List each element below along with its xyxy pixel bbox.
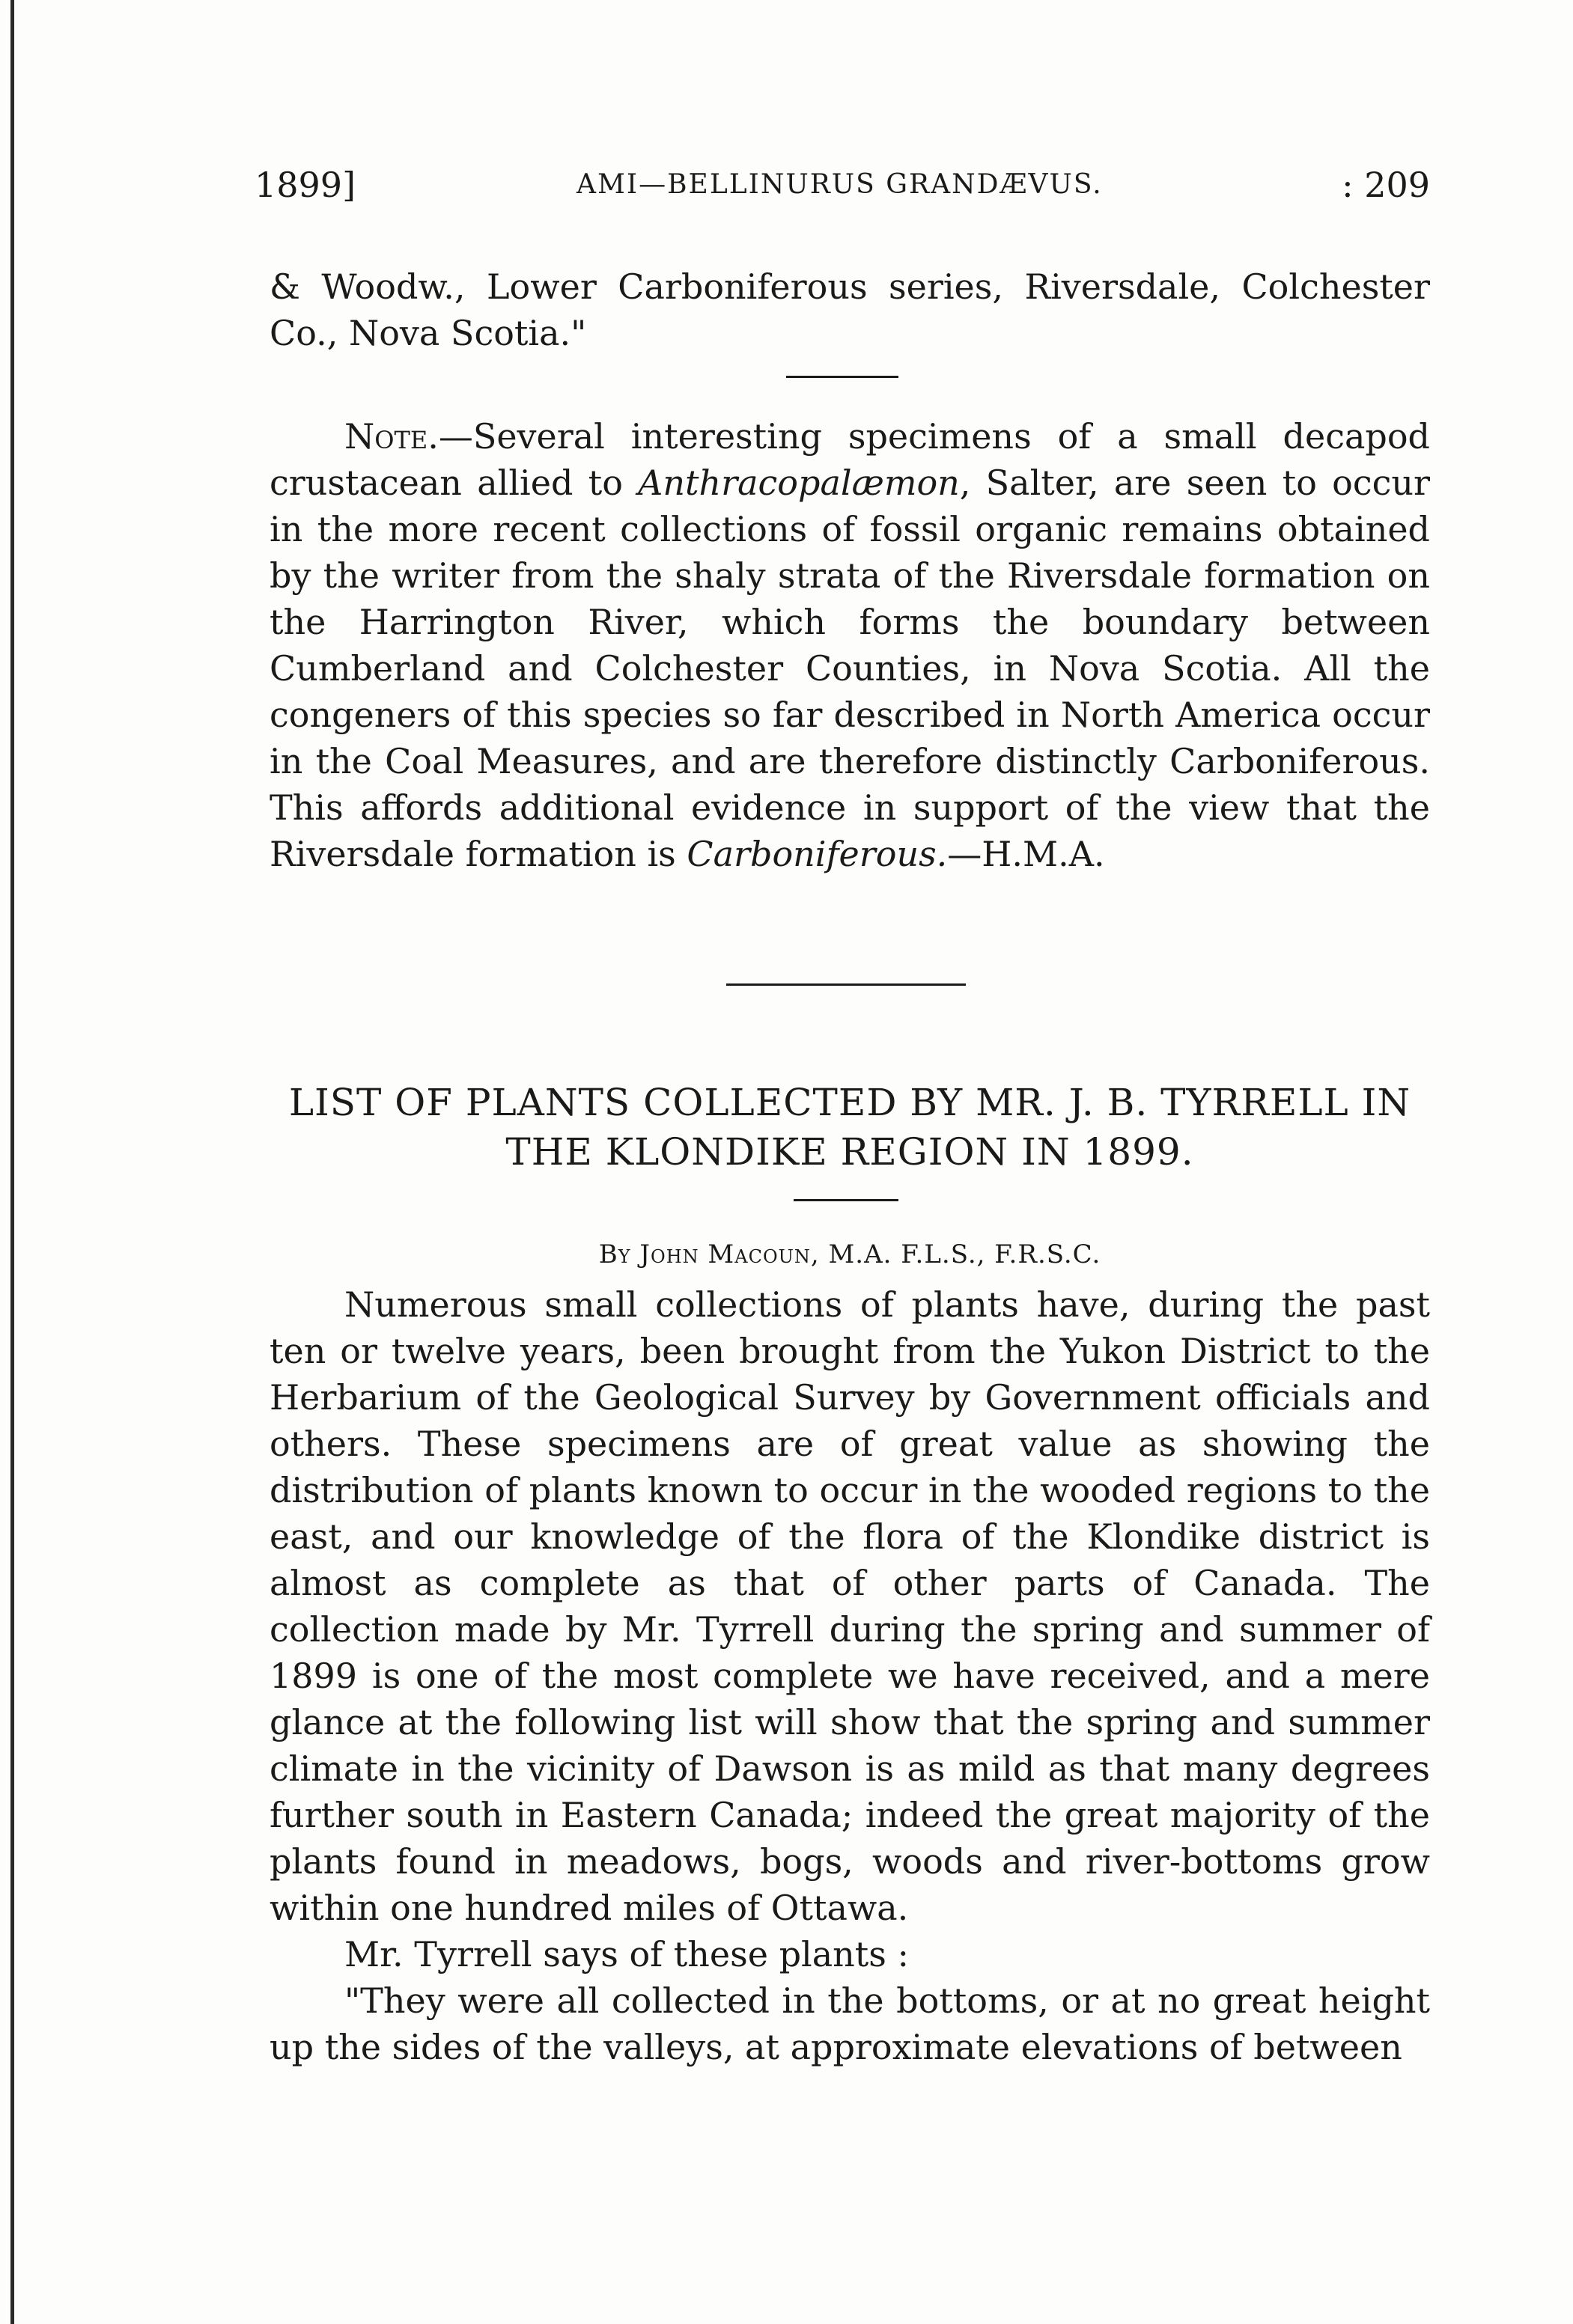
continuation-paragraph	[270, 263, 1430, 356]
article-title-line2: THE KLONDIKE REGION IN 1899.	[505, 1130, 1194, 1174]
page-edge-line	[10, 0, 14, 2324]
header-year: 1899]	[255, 165, 356, 205]
header-page-number: : 209	[1342, 165, 1430, 205]
note-text-1: —Several interesting specimens of a small decapod crustacean allied to	[270, 416, 1430, 503]
article-paragraph-2: Mr. Tyrrell says of these plants :	[344, 1934, 909, 1974]
note-text	[270, 413, 1430, 877]
article-paragraph-1: Numerous small collections of plants have, during the past ten or twelve years, been brought from the Yukon District to the Herbarium of the Geological Survey by Government officials and others. These specimens are of great value as showing the distribution of plants known to occur in the wooded regions to the east, and our knowledge of the flora of the Klondike district is almost as complete as that of other parts of Canada. The collection made by Mr. Tyrrell during the spring and summer of 1899 is one of the most complete we have received, and a mere glance at the following list will show that the spring and summer climate in the vicinity of Dawson is as mild as that many degrees further south in Eastern Canada; indeed the great majority of the plants found in meadows, bogs, woods and river-bottoms grow within one hundred miles of Ottawa.	[270, 1284, 1430, 1928]
article-paragraph-3: "They were all collected in the bottoms, or at no great height up the sides of the valleys, at approximate elevations of between	[270, 1980, 1430, 2067]
note-text-2: , Salter, are seen to occur in the more recent collections of fossil organic remains obtained by the writer from the shaly strata of the Riversdale formation on the Harrington River, which forms the boundary between Cumberland and Colchester Counties, in Nova Scotia. All the congeners of this species so far described in North America occur in the Coal Measures, and are therefore distinctly Carboniferous. This affords additional evidence in support of the view that the Riversdale formation is	[270, 463, 1430, 874]
title-rule	[794, 1199, 898, 1201]
note-paragraph	[270, 413, 1430, 877]
note-italic-end: Carboniferous.	[687, 834, 948, 874]
article-byline: By John Macoun, M.A. F.L.S., F.R.S.C.	[598, 1239, 1101, 1269]
note-signature: —H.M.A.	[947, 834, 1105, 874]
header-running-title: AMI—BELLINURUS GRANDÆVUS.	[576, 169, 1103, 200]
section-divider-rule	[726, 983, 966, 986]
continuation-text: & Woodw., Lower Carboniferous series, Riversdale, Colchester Co., Nova Scotia."	[270, 266, 1430, 353]
article-title-line1: LIST OF PLANTS COLLECTED BY MR. J. B. TYRRELL IN	[288, 1081, 1411, 1124]
article-title	[270, 1078, 1430, 1177]
short-rule	[786, 376, 898, 378]
note-label: Note.	[344, 416, 439, 457]
article-body	[270, 1281, 1430, 2070]
running-header	[255, 165, 1430, 225]
note-italic-genus: Anthracopalæmon	[638, 463, 960, 503]
